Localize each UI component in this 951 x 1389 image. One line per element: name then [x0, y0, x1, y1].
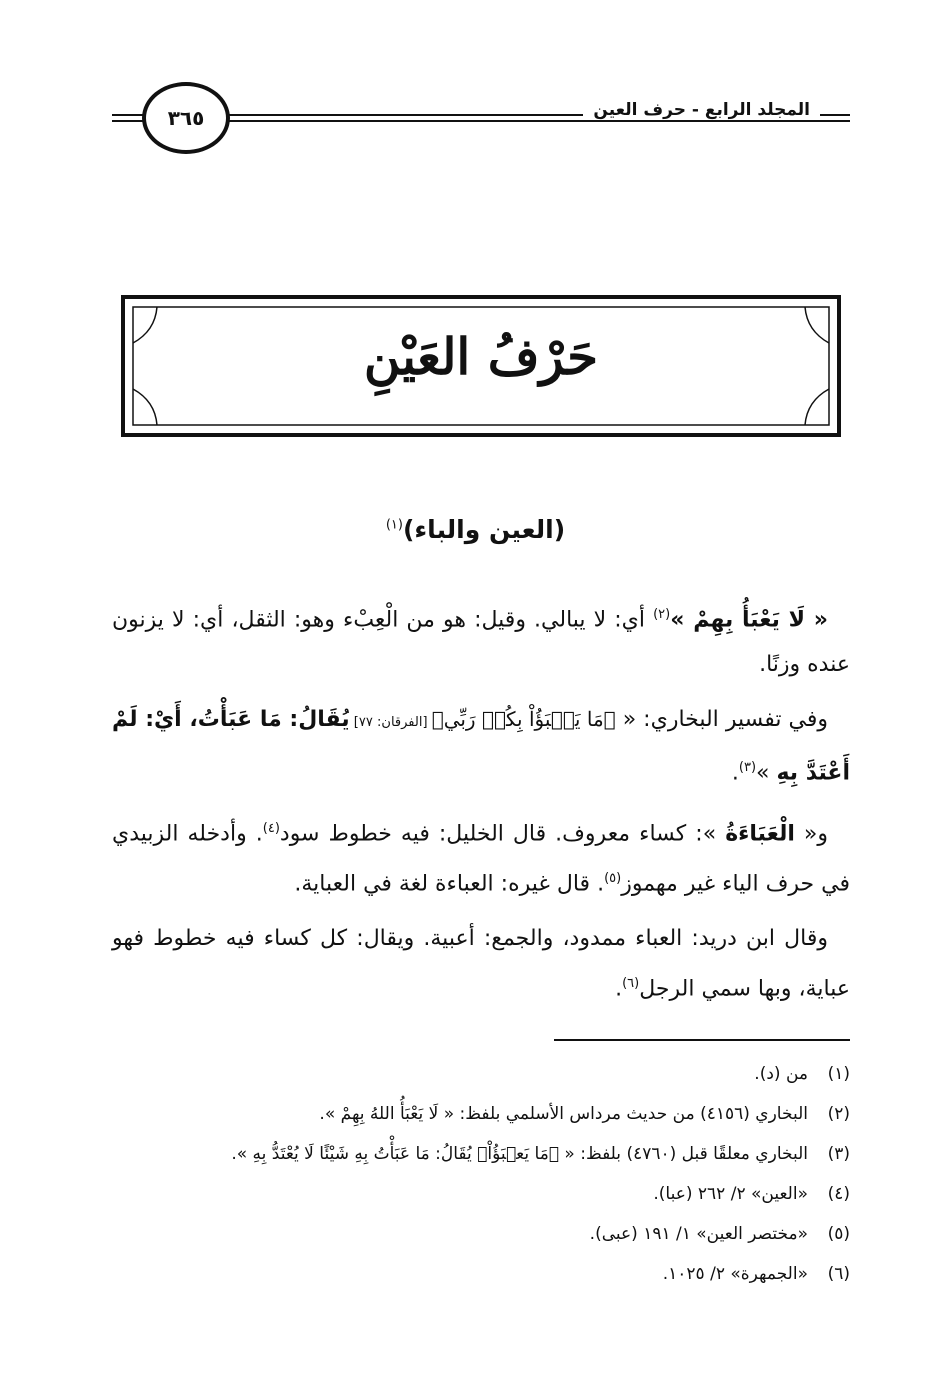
section-heading [0, 515, 951, 544]
footnote-number: (٦) [827, 1264, 850, 1284]
footnote [120, 1134, 850, 1174]
quoted-text: يُقَالُ: مَا عَبَأْتُ، أَيْ: لَمْ أَعْتَدَّ بِهِ [112, 707, 850, 786]
footnote-text: من (د). [754, 1064, 808, 1084]
paragraph-text: وفي تفسير البخاري: « [615, 707, 828, 733]
footnote [120, 1094, 850, 1134]
footnote [120, 1174, 850, 1214]
paragraph-text: و« [794, 820, 828, 846]
footnote-divider [554, 1039, 850, 1041]
footnote-ref: (٣) [738, 760, 757, 776]
footnote-number: (١) [827, 1064, 850, 1084]
page-number: ٣٦٥ [167, 106, 205, 130]
paragraph-text: »: كساء معروف. قال الخليل: فيه خطوط سود [279, 820, 726, 846]
footnote-ref: (٦) [622, 976, 640, 992]
quran-verse: ﴿مَا يَعۡبَؤُاْ بِكُمۡ رَبِّي﴾ [431, 707, 616, 732]
paragraph-4 [112, 916, 850, 1011]
chapter-frame [121, 295, 841, 437]
footnote-ref: (٤) [262, 820, 280, 836]
chapter-title: حَرْفُ العَيْنِ [363, 327, 599, 386]
section-heading-text: (العين والباء) [402, 515, 566, 544]
defined-term: الْعَبَاءَةُ [725, 820, 795, 846]
paragraph-text: . وأدخله الزبيدي في حرف الياء غير مهموز [112, 820, 850, 897]
footnote-number: (٢) [827, 1104, 850, 1124]
paragraph-text: وقال ابن دريد: العباء ممدود، والجمع: أعبية. ويقال: كل كساء فيه خطوط فهو عباية، وبها سمي الرجل [112, 926, 850, 1002]
footnote-number: (٥) [827, 1224, 850, 1244]
footnote-ref: (٥) [604, 870, 622, 886]
paragraph-2 [112, 697, 850, 795]
footnote-ref: (٢) [653, 607, 671, 622]
footnote-text: البخاري معلقًا قبل (٤٧٦٠) بلفظ: « ﴿مَا يَعۡبَؤُاْ﴾ يُقَالُ: مَا عَبَأْتُ بِهِ شَيْئًا لَا يُعْتَدُّ بِهِ ». [231, 1144, 808, 1164]
paragraph-text: . [731, 760, 739, 786]
paragraph-1 [112, 592, 850, 687]
paragraph-text: . [615, 976, 623, 1002]
footnote-number: (٤) [827, 1184, 850, 1204]
footnote [120, 1254, 850, 1294]
footnote-number: (٣) [827, 1144, 850, 1164]
footnote [120, 1214, 850, 1254]
body-text [112, 592, 850, 1022]
paragraph-text: أي: لا يبالي. وقيل: هو من الْعِبْء وهو: الثقل، أي: لا يزنون عنده وزنًا. [112, 607, 850, 678]
page-number-badge [142, 82, 230, 154]
running-title: المجلد الرابع - حرف العين [583, 100, 820, 120]
quoted-hadith: « لَا يَعْبَأُ بِهِمْ » [670, 607, 828, 633]
paragraph-text: » [756, 760, 777, 786]
footnote-text: «مختصر العين» ١/ ١٩١ (عبى). [589, 1224, 808, 1244]
footnote-ref: (١) [385, 517, 403, 533]
footnote-text: البخاري (٤١٥٦) من حديث مرداس الأسلمي بلفظ: « لَا يَعْبَأُ اللهُ بِهِمْ ». [319, 1104, 808, 1124]
footnotes [120, 1054, 850, 1294]
page-header [112, 78, 850, 164]
paragraph-text: . قال غيره: العباءة لغة في العباية. [294, 871, 605, 897]
footnote-text: «الجمهرة» ٢/ ١٠٢٥. [662, 1264, 808, 1284]
paragraph-3 [112, 806, 850, 907]
verse-reference: [الفرقان: ٧٧] [349, 715, 432, 731]
footnote-text: «العين» ٢/ ٢٦٢ (عبا). [653, 1184, 808, 1204]
footnote [120, 1054, 850, 1094]
